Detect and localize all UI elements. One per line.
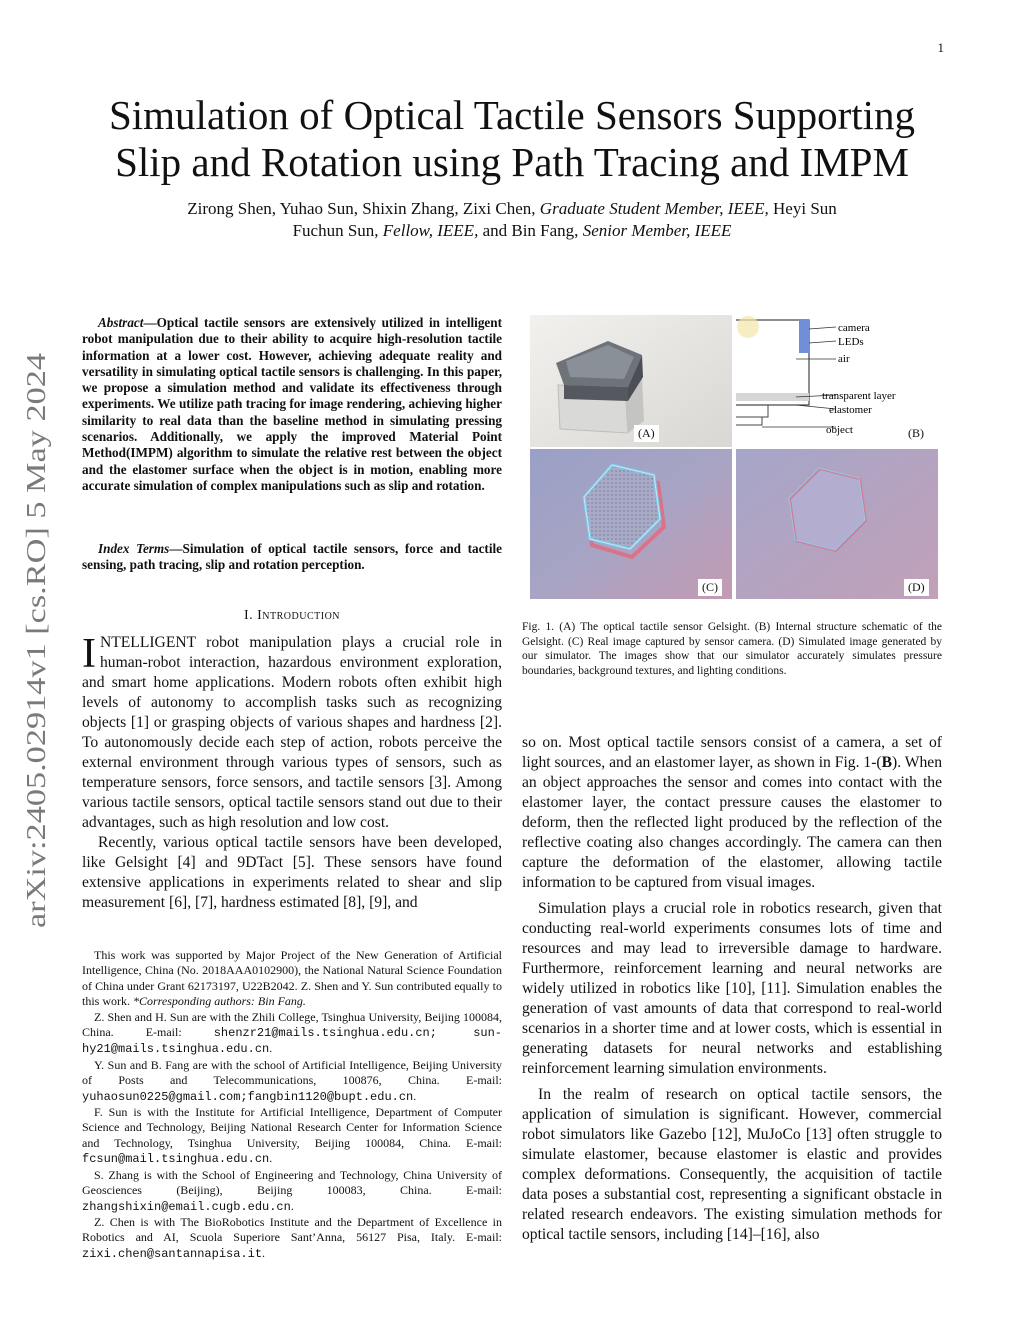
right-paragraph-1	[522, 733, 942, 893]
footnote-affiliation: S. Zhang is with the School of Engineering and Technology, China University of Geosciences (Beijing), Beijing 100083, China. E-mail:	[82, 1167, 502, 1198]
title-line-2: Slip and Rotation using Path Tracing and IMPM	[115, 139, 909, 185]
footnote-corresponding: *Corresponding authors: Bin Fang.	[133, 994, 306, 1009]
authors-affil: Fellow, IEEE,	[382, 221, 479, 240]
real-tactile-image	[530, 449, 732, 599]
right-paragraph-2: Simulation plays a crucial role in robotics research, given that conducting real-world experiments consumes lots of time and resources and may lead to irreversible damage to hardware. Furthermore, reinforcement learning and neural networks are widely utilized in robotics like [10], [11]. Simulation enables the generation of vast amounts of data that correspond to real-world scenarios in a shorter time and at lower costs, which is essential in generating datasets for neural networks and establishing reinforcement learning simulation environments.	[522, 900, 942, 1077]
panel-d-label: (D)	[904, 579, 929, 596]
index-terms-text: —Simulation of optical tactile sensors, force and tactile sensing, path tracing, slip and rotation perception.	[82, 541, 503, 573]
author-list	[80, 198, 944, 242]
footnotes: This work was supported by Major Project of the New Generation of Artificial Intelligence, China (No. 2018AAA0102900), the National Natural Science Foundation of China under Grant 62173197, U22B2042. Z. Shen and Y. Sun contributed equally to this work. *Corresponding authors: Bin Fang. Z. Shen and H. Sun are with the Zhili College, Tsinghua University, Beijing 100084, China. E-mail: shenzr21@mails.tsinghua.edu.cn; sun-hy21@mails.tsinghua.edu.cn. Y. Sun and B. Fang are with the school of Artificial Intelligence, Beijing University of Posts and Telecommunications, 100876, China. E-mail: yuhaosun0225@gmail.com;fangbin1120@bupt.edu.cn. F. Sun is with the Institute for Artificial Intelligence, Department of Computer Science and Technology, Beijing National Research Center for Information Science and Technology, Tsinghua University, Beijing 100084, China. E-mail: fcsun@mail.tsinghua.edu.cn. S. Zhang is with the School of Engineering and Technology, China University of Geosciences (Beijing), Beijing 100083, China. E-mail: zhangshixin@email.cugb.edu.cn. Z. Chen is with The BioRobotics Institute and the Department of Excellence in Robotics and AI, Scuola Superiore Sant’Anna, 56127 Pisa, Italy. E-mail: zixi.chen@santannapisa.it.	[82, 948, 502, 1261]
label-air: air	[838, 353, 850, 365]
footnote-affiliation: Y. Sun and B. Fang are with the school of Artificial Intelligence, Beijing University of Posts and Telecommunications, 100876, China. E-mail:	[82, 1057, 502, 1088]
title-line-1: Simulation of Optical Tactile Sensors Supporting	[108, 92, 916, 138]
panel-c-real-image	[530, 449, 732, 599]
abstract-label: Abstract	[98, 315, 144, 330]
gelsight-photo	[530, 315, 732, 447]
label-elastomer: elastomer	[829, 404, 872, 416]
authors-text: Fuchun Sun,	[292, 221, 383, 240]
authors-affil: Graduate Student Member, IEEE,	[539, 199, 769, 218]
footnote-affiliation: F. Sun is with the Institute for Artificial Intelligence, Department of Computer Science and Technology, Beijing National Research Center for Information Science and Technology, Tsinghua University, Beijing 100084, China. E-mail:	[82, 1105, 502, 1150]
index-terms	[82, 541, 502, 574]
authors-text: Heyi Sun	[768, 199, 837, 218]
footnote-email[interactable]: yuhaosun0225@gmail.com;fangbin1120@bupt.edu.cn	[82, 1089, 414, 1104]
footnote-email[interactable]: shenzr21@mails.tsinghua.edu.cn; sun-hy21@mails.tsinghua.edu.cn	[82, 1026, 502, 1057]
label-object: object	[826, 424, 853, 436]
right-column-body	[522, 733, 942, 1245]
abstract	[82, 315, 502, 494]
footnote-funding: This work was supported by Major Project of the New Generation of Artificial Intelligence, China (No. 2018AAA0102900), the National Natural Science Foundation of China under Grant 62173197, U22B2042. Z. Shen and Y. Sun contributed equally to this work.	[82, 948, 502, 1009]
footnote-email[interactable]: zhangshixin@email.cugb.edu.cn	[82, 1199, 291, 1214]
panel-c-label: (C)	[698, 579, 722, 596]
authors-line-2	[80, 220, 944, 242]
footnote-affiliation: Z. Shen and H. Sun are with the Zhili College, Tsinghua University, Beijing 100084, China. E-mail:	[82, 1009, 502, 1040]
panel-b-schematic	[736, 315, 938, 447]
paper-title	[80, 92, 944, 186]
abstract-text: —Optical tactile sensors are extensively utilized in intelligent robot manipulation due to their ability to acquire high-resolution tactile information at a lower cost. However, achieving adequate reality and versatility in simulating optical tactile sensors is challenging. In this paper, we propose a simulation method and validate its effectiveness through experiments. We utilize path tracing for image rendering, achieving higher similarity to real data than the baseline method in simulating pressing scenarios. Additionally, we apply the improved Material Point Method(IMPM) algorithm to simulate the relative rest between the object and the elastomer surface when the object is in motion, enabling more accurate simulation of complex manipulations such as slip and rotation.	[82, 315, 502, 493]
panel-a-photo	[530, 315, 732, 447]
label-camera: camera	[838, 322, 870, 334]
right-p1-text: ). When an object approaches the sensor and comes into contact with the elastomer layer, the contact pressure causes the elastomer to deform, then the reflected light produced by the reflection of the reflective coating also changes accordingly. The camera can then capture the deformation of the elastomer, allowing tactile information to be captured from visual images.	[522, 754, 942, 891]
authors-text: Zirong Shen, Yuhao Sun, Shixin Zhang, Zixi Chen,	[187, 199, 540, 218]
label-leds: LEDs	[838, 336, 864, 348]
panel-a-label: (A)	[634, 425, 659, 442]
right-paragraph-3: In the realm of research on optical tactile sensors, the application of simulation is significant. However, commercial robot simulators like Gazebo [12], MuJoCo [13] often struggle to simulate elastomer, because elastomer is elastic and provides complex deformations. Consequently, the acquisition of tactile data poses a substantial cost, representing a significant obstacle in related research endeavors. The existing simulation methods for optical tactile sensors, including [14]–[16], also	[522, 1086, 942, 1243]
footnote-email[interactable]: zixi.chen@santannapisa.it	[82, 1246, 263, 1261]
panel-b-label: (B)	[904, 425, 928, 442]
authors-line-1	[80, 198, 944, 220]
panel-d-simulated-image	[736, 449, 938, 599]
footnote-affiliation: Z. Chen is with The BioRobotics Institute and the Department of Excellence in Robotics and AI, Scuola Superiore Sant’Anna, 56127 Pisa, Italy. E-mail:	[82, 1214, 502, 1245]
page-number: 1	[937, 40, 944, 55]
right-p1-text: so on. Most optical tactile sensors consist of a camera, a set of light sources, and an elastomer layer, as shown in Fig. 1-(	[522, 734, 942, 771]
label-transparent-layer: transparent layer	[822, 390, 896, 402]
intro-paragraph-2: Recently, various optical tactile sensors have been developed, like Gelsight [4] and 9DTact [5]. These sensors have found extensive applications in experiments related to shear and slip measurement [6], [7], hardness estimated [8], [9], and	[82, 834, 502, 911]
figure-ref-b: B	[881, 754, 893, 771]
simulated-tactile-image	[736, 449, 938, 599]
arxiv-stamp-text: arXiv:2405.02914v1 [cs.RO] 5 May 2024	[21, 475, 51, 928]
introduction-body	[82, 633, 502, 913]
figure-caption: Fig. 1. (A) The optical tactile sensor Gelsight. (B) Internal structure schematic of the Gelsight. (C) Real image captured by sensor camera. (D) Simulated image generated by our simulator. The images show that our simulator accurately simulates pressure boundaries, background textures, and lighting conditions.	[522, 621, 942, 677]
intro-paragraph-1: NTELLIGENT robot manipulation plays a crucial role in human-robot interaction, hazardous environment exploration, and smart home applications. Modern robots often exhibit high levels of autonomy to accomplish tasks such as recognizing objects [1] or grasping objects of various shapes and hardness [2]. To autonomously decide each step of action, robots perceive the external environment through various types of sensors, such as temperature sensors, force sensors, and tactile sensors [3]. Among various tactile sensors, optical tactile sensors stand out due to their advantages, such as high resolution and low cost.	[82, 634, 502, 831]
index-terms-label: Index Terms	[98, 541, 170, 556]
authors-text: and Bin Fang,	[478, 221, 583, 240]
drop-cap: I	[82, 631, 96, 677]
figure-1	[528, 315, 938, 600]
section-heading: I. Introduction	[243, 608, 341, 623]
footnote-email[interactable]: fcsun@mail.tsinghua.edu.cn	[82, 1152, 270, 1167]
arxiv-stamp	[14, 350, 54, 930]
authors-affil: Senior Member, IEEE	[582, 221, 732, 240]
